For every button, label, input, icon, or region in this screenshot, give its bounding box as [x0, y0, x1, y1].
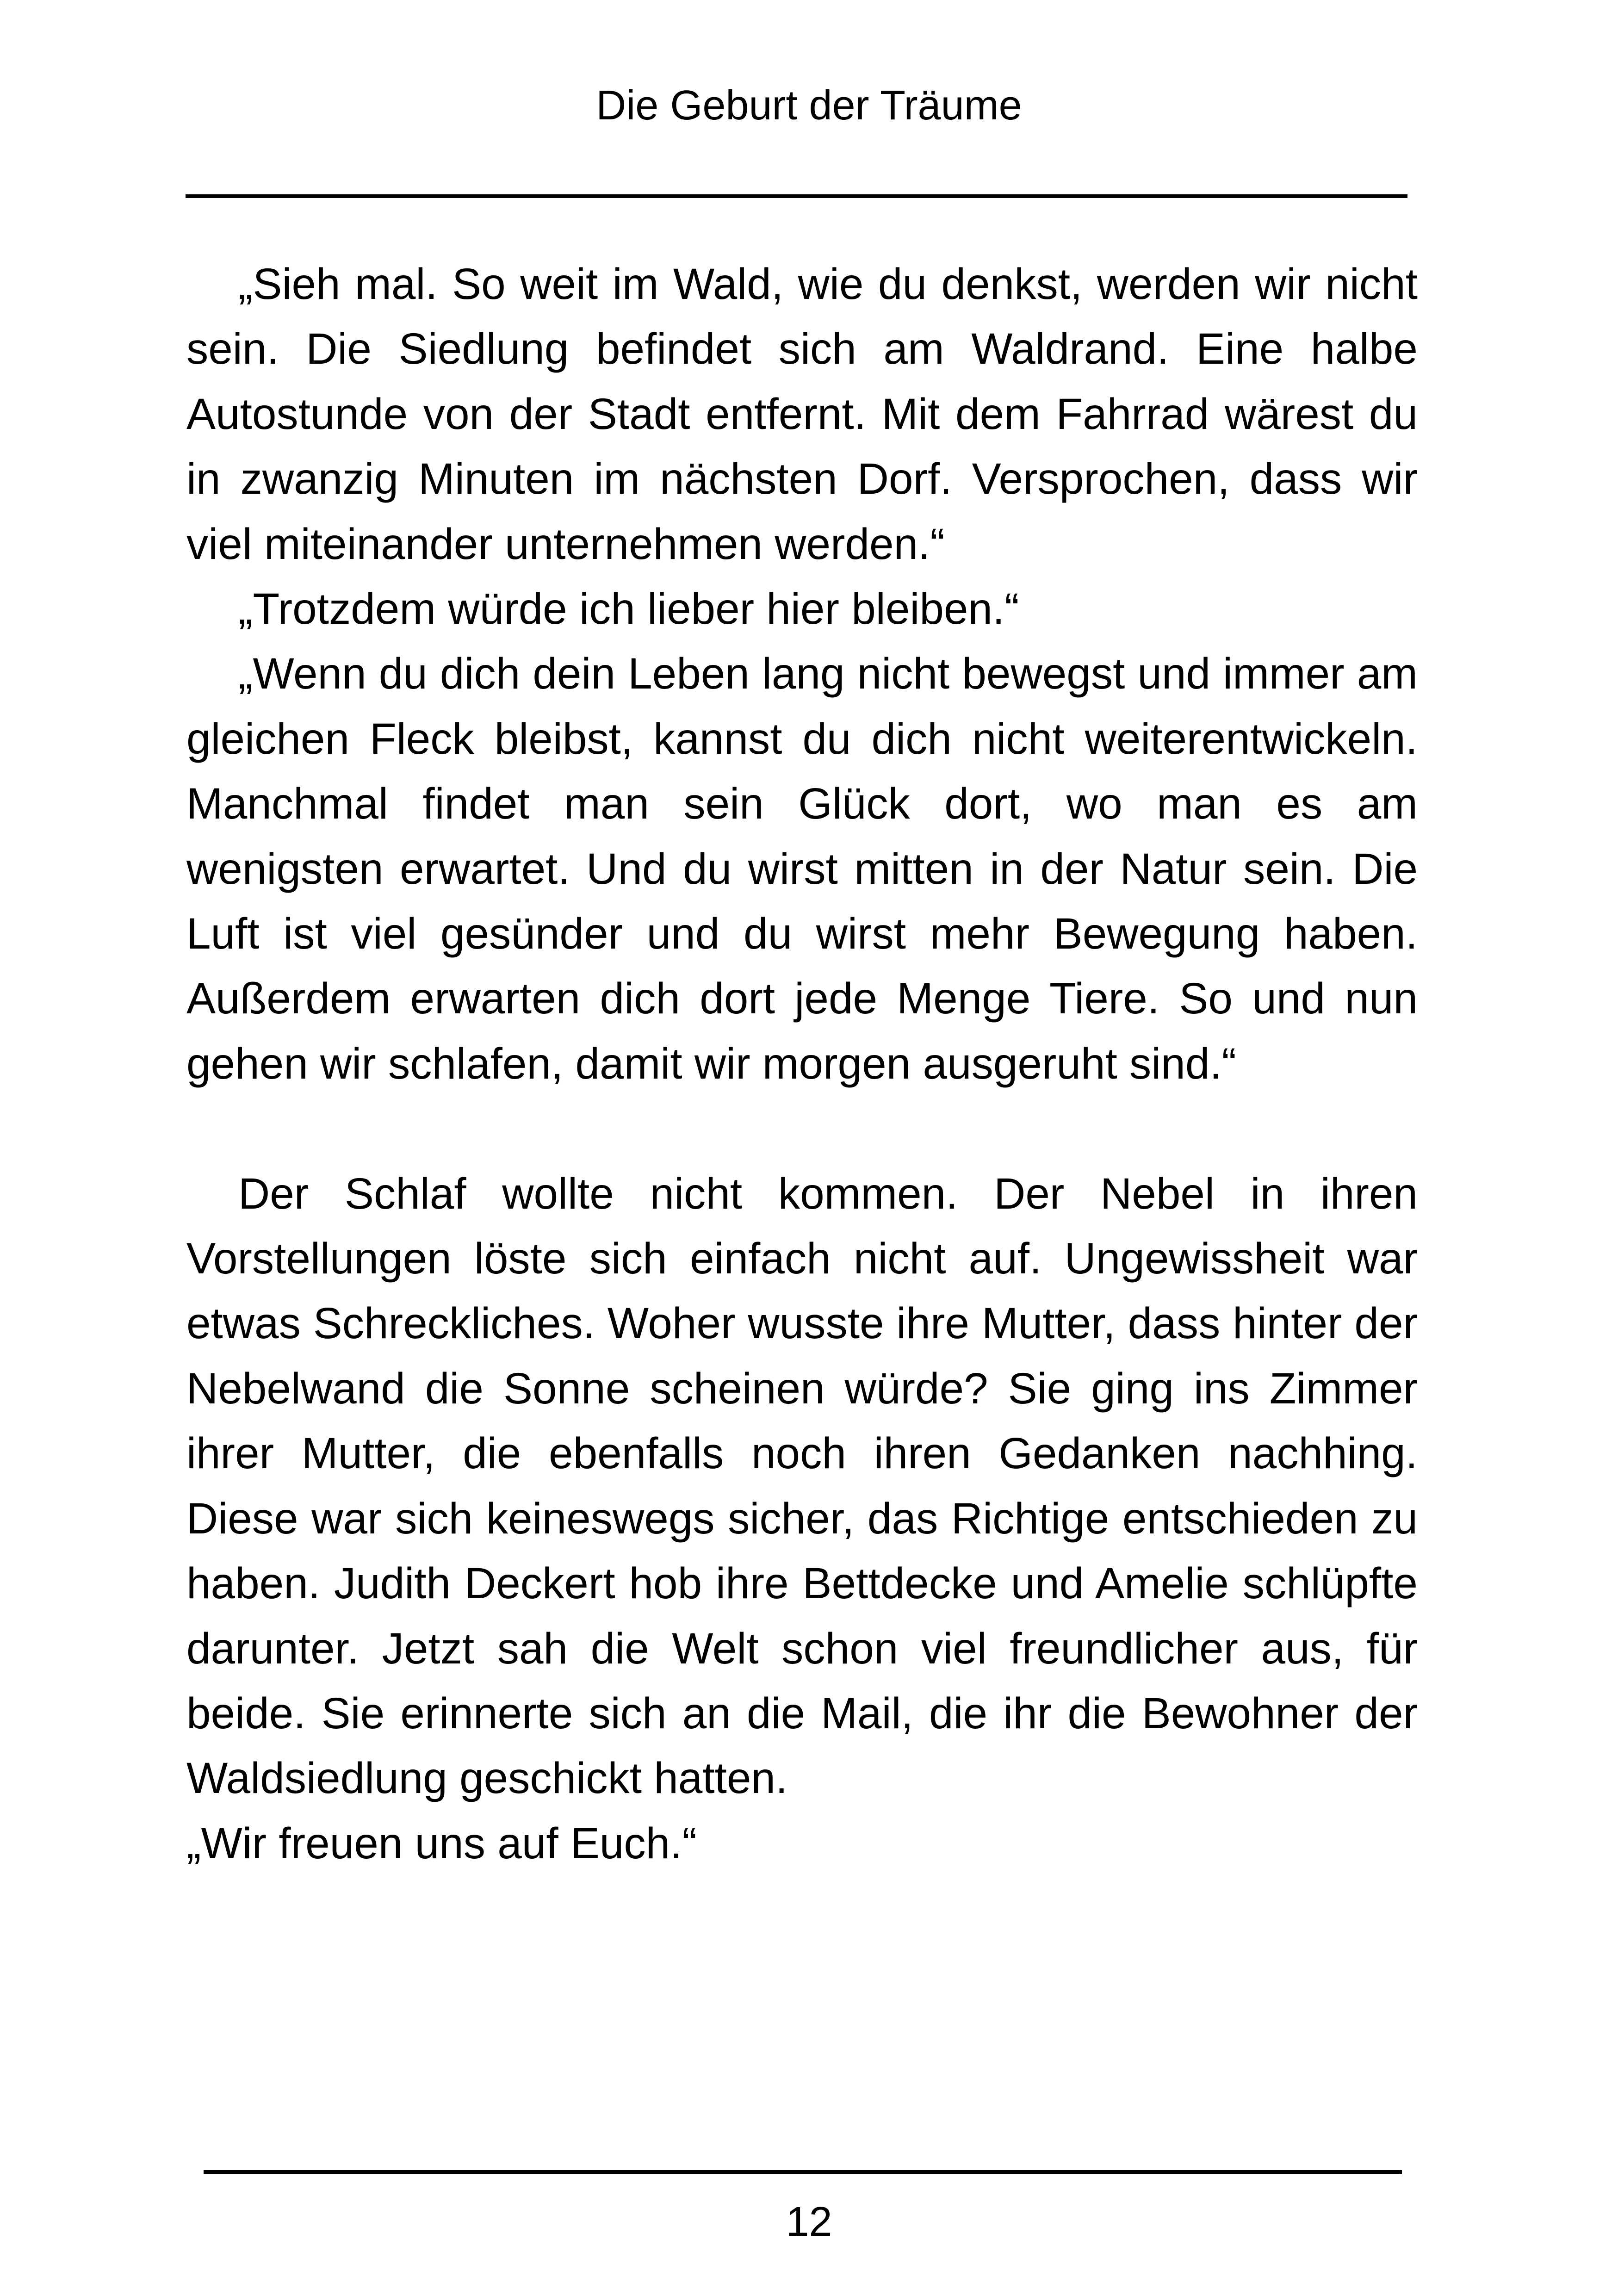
- paragraph: „Wir freuen uns auf Euch.“: [186, 1818, 697, 1868]
- paragraph: „Wenn du dich dein Leben lang nicht bewegst und immer am gleichen Fleck bleibst, kannst du dich nicht weiterentwickeln. Manchmal findet man sein Glück dort, wo man es am wenigsten erwartet. Und du wirst mitten in der Natur sein. Die Luft ist viel gesünder und du wirst mehr Bewegung haben. Außerdem erwarten dich dort jede Menge Tiere. So und nun gehen wir schlafen, damit wir morgen ausgeruht sind.“: [186, 649, 1418, 1088]
- section-break: [186, 1096, 1418, 1161]
- body-text: [186, 252, 1418, 1876]
- paragraph: „Trotzdem würde ich lieber hier bleiben.“: [238, 584, 1019, 634]
- paragraph: „Sieh mal. So weit im Wald, wie du denkst, werden wir nicht sein. Die Siedlung befindet sich am Waldrand. Eine halbe Autostunde von der Stadt entfernt. Mit dem Fahrrad wärest du in zwanzig Minuten im nächsten Dorf. Versprochen, dass wir viel miteinander unternehmen werden.“: [186, 260, 1418, 569]
- paragraph: Der Schlaf wollte nicht kommen. Der Nebel in ihren Vorstellungen löste sich einfach nicht auf. Ungewissheit war etwas Schreckliches. Woher wusste ihre Mutter, dass hinter der Nebelwand die Sonne scheinen würde? Sie ging ins Zimmer ihrer Mutter, die ebenfalls noch ihren Gedanken nachhing. Diese war sich keineswegs sicher, das Richtige entschieden zu haben. Judith Deckert hob ihre Bettdecke und Amelie schlüpfte darunter. Jetzt sah die Welt schon viel freundlicher aus, für beide. Sie erinnerte sich an die Mail, die ihr die Bewohner der Waldsiedlung geschickt hatten.: [186, 1169, 1418, 1803]
- page-number: 12: [786, 2199, 832, 2245]
- header-divider: [186, 194, 1407, 198]
- running-header-title: Die Geburt der Träume: [596, 82, 1022, 129]
- footer-divider: [204, 2170, 1402, 2174]
